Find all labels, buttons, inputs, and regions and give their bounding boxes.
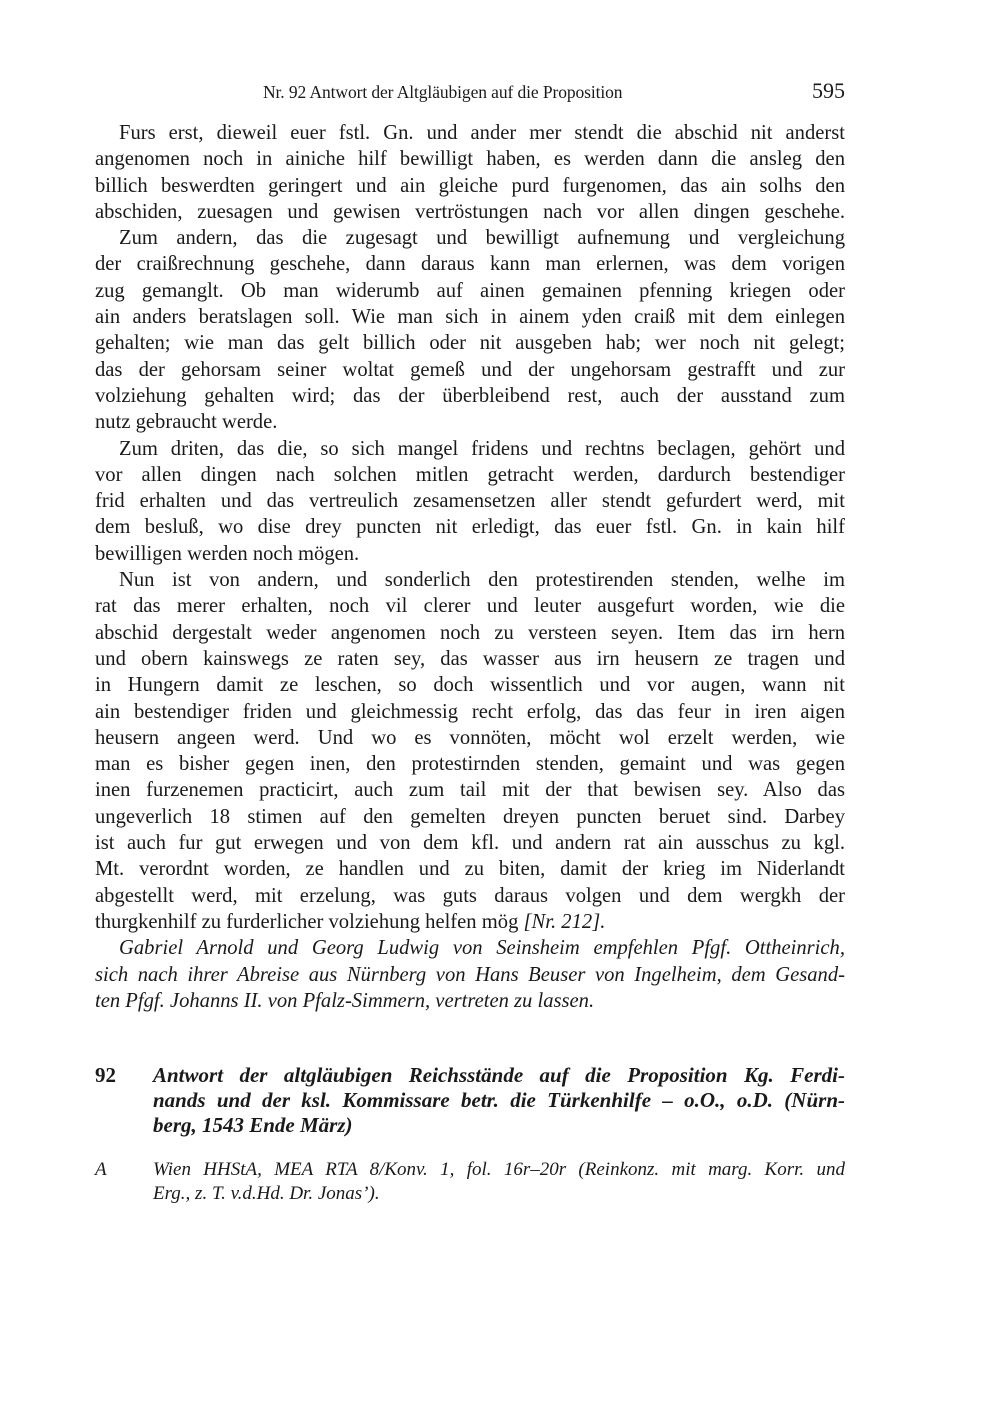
source-siglum: A: [95, 1159, 107, 1180]
text-line: abschiden, zuesagen und gewisen vertröstungen nach vor allen dingen geschehe.: [95, 200, 845, 223]
text-line: angenomen noch in ainiche hilf bewilligt haben, es werden dann die ansleg den: [95, 148, 845, 171]
source-line: Wien HHStA, MEA RTA 8/Konv. 1, fol. 16r–20r (Reinkonz. mit marg. Korr. und: [153, 1159, 845, 1180]
text-line: volziehung gehalten wird; das der überbleibend rest, auch der ausstand zum: [95, 384, 845, 407]
text-line: Nun ist von andern, und sonderlich den protestirenden stenden, welhe im: [119, 569, 845, 592]
text-line: gehalten; wie man das gelt billich oder nit ausgeben hab; wer noch nit gelegt;: [95, 332, 845, 355]
paragraph-3: [95, 436, 845, 567]
text-line: [95, 909, 845, 935]
text-line: dem besluß, wo dise drey puncten nit erledigt, das euer fstl. Gn. in kain hilf: [95, 516, 845, 539]
text-line: Zum andern, das die zugesagt und bewilligt aufnemung und vergleichung: [119, 227, 845, 250]
text-line: Furs erst, dieweil euer fstl. Gn. und ander mer stendt die abschid nit anderst: [119, 122, 845, 144]
body-text: [95, 120, 845, 1014]
text-line: inen furzenemen practicirt, auch zum tail mit der that bewisen sey. Also das: [95, 779, 845, 802]
text-line: und obern kainswegs ze raten sey, das wasser aus irn heusern ze tragen und: [95, 647, 845, 670]
text-line-main: thurgkenhilf zu furderlicher volziehung helfen mög: [95, 910, 519, 933]
paragraph-2: [95, 225, 845, 435]
title-line: berg, 1543 Ende März): [153, 1113, 353, 1137]
text-line: abgestellt werd, mit erzelung, was guts daraus volgen und dem wergkh der: [95, 884, 845, 907]
text-line: rat das merer erhalten, noch vil clerer und leuter ausgefurt worden, wie die: [95, 595, 845, 618]
paragraph-4: [95, 567, 845, 935]
text-line: billich beswerdten geringert und ain gleiche purd furgenomen, das ain solhs den: [95, 174, 845, 197]
text-line: das der gehorsam seiner woltat gemeß und der ungehorsam gestrafft und zur: [95, 358, 845, 381]
text-line: in Hungern damit ze leschen, so doch wissentlich und vor augen, wann nit: [95, 674, 845, 697]
text-line: frid erhalten und das vertreulich zesamensetzen aller stendt gefurdert werd, mit: [95, 490, 845, 513]
title-line: Antwort der altgläubigen Reichsstände auf die Proposition Kg. Ferdi-: [153, 1063, 845, 1087]
editorial-note: [95, 935, 845, 1014]
page-number: 595: [812, 78, 845, 103]
paragraph-1: [95, 120, 845, 225]
text-line: ist auch fur gut erwegen und von dem kfl. und andern rat ain ausschus zu kgl.: [95, 832, 845, 855]
source-text: [153, 1158, 845, 1206]
text-line: man es bisher gegen inen, den protestirnden stenden, gemaint und was gegen: [95, 753, 845, 776]
running-head: [95, 80, 845, 106]
text-line: abschid dergestalt weder angenomen noch zu versteen seyen. Item das irn hern: [95, 621, 845, 644]
running-head-title: Nr. 92 Antwort der Altgläubigen auf die Proposition: [263, 82, 623, 102]
text-line: ain bestendiger friden und gleichmessig recht erfolg, das das feur in iren aigen: [95, 700, 845, 723]
text-line: Gabriel Arnold und Georg Ludwig von Seinsheim empfehlen Pfgf. Ottheinrich,: [119, 937, 845, 960]
text-line: ten Pfgf. Johanns II. von Pfalz-Simmern, vertreten zu lassen.: [95, 989, 595, 1012]
text-line: ungeverlich 18 stimen auf den gemelten dreyen puncten beruet sind. Darbey: [95, 805, 845, 828]
text-line: nutz gebraucht werde.: [95, 411, 278, 434]
cross-reference: [Nr. 212].: [518, 910, 606, 933]
text-line: Mt. verordnt worden, ze handlen und zu biten, damit der krieg im Niderlandt: [95, 858, 845, 881]
title-line: nands und der ksl. Kommissare betr. die Türkenhilfe – o.O., o.D. (Nürn-: [153, 1088, 845, 1112]
text-line: ain anders beratslagen soll. Wie man sich in ainem yden craiß mit dem einlegen: [95, 306, 845, 329]
document-title: [153, 1063, 845, 1138]
text-line: vor allen dingen nach solchen mitlen getracht werden, dardurch bestendiger: [95, 463, 845, 486]
text-line: Zum driten, das die, so sich mangel fridens und rechtns beclagen, gehört und: [119, 437, 845, 460]
text-line: heusern angeen werd. Und wo es vonnöten, möcht wol erzelt werden, wie: [95, 726, 845, 749]
text-line: bewilligen werden noch mögen.: [95, 542, 360, 565]
text-line: sich nach ihrer Abreise aus Nürnberg von Hans Beuser von Ingelheim, dem Gesand-: [95, 963, 845, 986]
document-number: 92: [95, 1063, 116, 1087]
source-line: Erg., z. T. v.d.Hd. Dr. Jonas’).: [153, 1183, 380, 1204]
text-line: der craißrechnung geschehe, dann daraus kann man erlernen, was dem vorigen: [95, 253, 845, 276]
text-line: zug gemanglt. Ob man widerumb auf ainen gemainen pfenning kriegen oder: [95, 279, 845, 302]
